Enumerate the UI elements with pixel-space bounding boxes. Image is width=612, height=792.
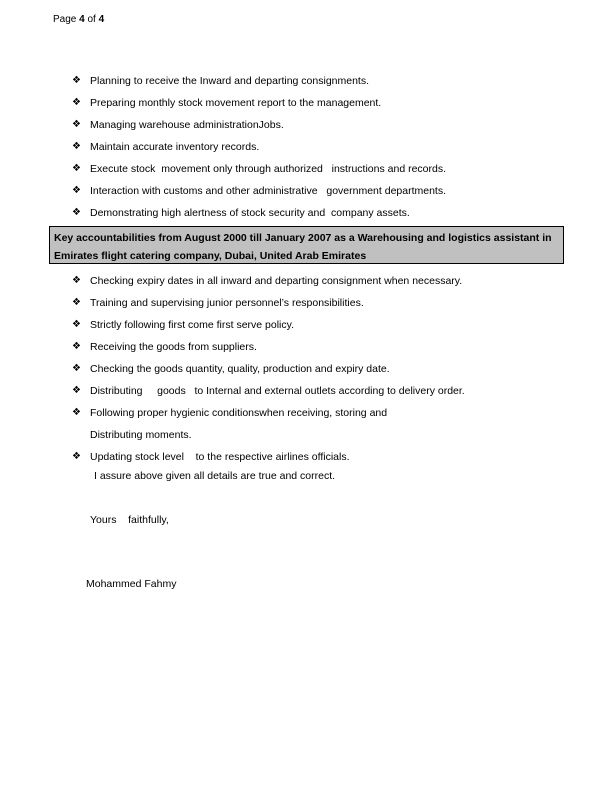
list-item: [70, 380, 465, 402]
section-heading-line-2: Emirates flight catering company, Dubai, United Arab Emirates: [54, 250, 367, 262]
list-item: [70, 292, 465, 314]
list-item-text: Execute stock movement only through authorized instructions and records.: [90, 163, 447, 175]
list-item-text: Following proper hygienic conditionswhen receiving, storing and: [90, 407, 388, 419]
list-item: [70, 402, 465, 424]
diamond-bullet-icon: ❖: [72, 75, 81, 86]
list-item: [70, 114, 446, 136]
diamond-bullet-icon: ❖: [72, 297, 81, 308]
list-item-continuation: [70, 424, 465, 446]
list-item: [70, 158, 446, 180]
diamond-bullet-icon: ❖: [72, 385, 81, 396]
signature-name: Mohammed Fahmy: [86, 578, 177, 590]
page-middle: of: [84, 14, 99, 25]
duties-list: [70, 70, 446, 224]
diamond-bullet-icon: ❖: [72, 141, 81, 152]
list-item-text: Distributing moments.: [90, 429, 192, 441]
list-item: [70, 270, 465, 292]
diamond-bullet-icon: ❖: [72, 275, 81, 286]
page-current: 4: [79, 14, 85, 25]
page-indicator: [53, 14, 104, 25]
diamond-bullet-icon: ❖: [72, 319, 81, 330]
regards-line: Yours faithfully,: [90, 514, 169, 526]
list-item: [70, 446, 465, 468]
diamond-bullet-icon: ❖: [72, 451, 81, 462]
closing-statement: I assure above given all details are true and correct.: [94, 470, 336, 482]
diamond-bullet-icon: ❖: [72, 341, 81, 352]
diamond-bullet-icon: ❖: [72, 119, 81, 130]
list-item: [70, 136, 446, 158]
diamond-bullet-icon: ❖: [72, 163, 81, 174]
diamond-bullet-icon: ❖: [72, 97, 81, 108]
list-item-text: Receiving the goods from suppliers.: [90, 341, 257, 353]
list-item-text: Checking expiry dates in all inward and departing consignment when necessary.: [90, 275, 463, 287]
list-item: [70, 70, 446, 92]
page-total: 4: [98, 14, 105, 25]
list-item: [70, 92, 446, 114]
list-item-text: Updating stock level to the respective airlines officials.: [90, 451, 350, 463]
list-item-text: Planning to receive the Inward and departing consignments.: [90, 75, 370, 87]
page-prefix: Page: [53, 14, 80, 25]
list-item: [70, 358, 465, 380]
list-item-text: Checking the goods quantity, quality, production and expiry date.: [90, 363, 390, 375]
list-item-text: Distributing goods to Internal and external outlets according to delivery order.: [90, 385, 465, 397]
section-heading-line-1: Key accountabilities from August 2000 till January 2007 as a Warehousing and logistics assistant in: [54, 232, 552, 244]
accountabilities-list: [70, 270, 465, 468]
list-item: [70, 336, 465, 358]
list-item: [70, 202, 446, 224]
list-item-text: Strictly following first come first serve policy.: [90, 319, 295, 331]
list-item-text: Maintain accurate inventory records.: [90, 141, 260, 153]
list-item: [70, 314, 465, 336]
diamond-bullet-icon: ❖: [72, 207, 81, 218]
diamond-bullet-icon: ❖: [72, 363, 81, 374]
list-item-text: Demonstrating high alertness of stock security and company assets.: [90, 207, 410, 219]
list-item: [70, 180, 446, 202]
list-item-text: Interaction with customs and other administrative government departments.: [90, 185, 447, 197]
section-heading: [49, 226, 564, 264]
diamond-bullet-icon: ❖: [72, 185, 81, 196]
list-item-text: Preparing monthly stock movement report to the management.: [90, 97, 382, 109]
diamond-bullet-icon: ❖: [72, 407, 81, 418]
list-item-text: Training and supervising junior personnel’s responsibilities.: [90, 297, 364, 309]
list-item-text: Managing warehouse administrationJobs.: [90, 119, 284, 131]
